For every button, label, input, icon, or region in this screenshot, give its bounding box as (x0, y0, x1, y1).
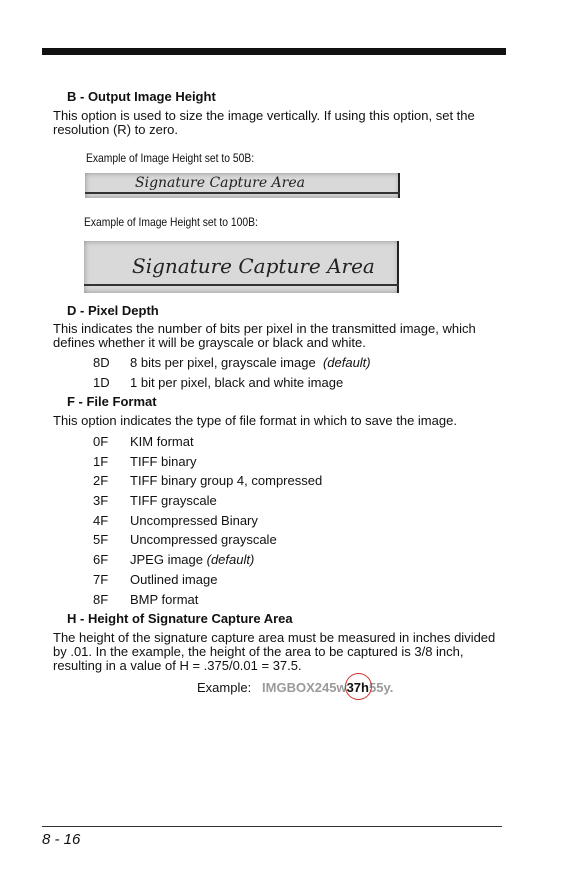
option-code: 3F (93, 493, 109, 508)
option-code: 8F (93, 592, 109, 607)
option-desc: BMP format (130, 592, 199, 607)
option-desc: 8 bits per pixel, grayscale image (130, 355, 316, 370)
heading-file-format: F - File Format (67, 394, 157, 409)
option-desc: Outlined image (130, 572, 218, 587)
heading-output-image-height: B - Output Image Height (67, 89, 216, 104)
footer-rule (42, 826, 502, 827)
caption-100b: Example of Image Height set to 100B: (84, 215, 258, 229)
option-code: 8D (93, 355, 110, 370)
caption-50b: Example of Image Height set to 50B: (86, 151, 255, 165)
option-desc: JPEG image (130, 552, 203, 567)
option-desc: Uncompressed Binary (130, 513, 258, 528)
example-prefix: IMGBOX245w (262, 680, 347, 695)
example-command (262, 680, 393, 695)
signature-text-100b: Signature Capture Area (132, 254, 375, 278)
option-desc: KIM format (130, 434, 194, 449)
example-suffix: 55y. (368, 680, 394, 695)
paragraph-pixel-depth: This indicates the number of bits per pixel in the transmitted image, which defines whether it will be grayscale or black and white. (53, 321, 476, 350)
signature-text-50b: Signature Capture Area (135, 175, 305, 191)
option-code: 4F (93, 513, 109, 528)
option-desc: TIFF binary (130, 454, 197, 469)
option-desc: TIFF grayscale (130, 493, 217, 508)
signature-image-100b (84, 241, 399, 293)
option-desc: TIFF binary group 4, compressed (130, 473, 323, 488)
option-code: 0F (93, 434, 109, 449)
option-code: 5F (93, 532, 109, 547)
option-default-note: (default) (206, 552, 255, 567)
page-number: 8 - 16 (42, 831, 81, 848)
option-code: 7F (93, 572, 109, 587)
option-desc: Uncompressed grayscale (130, 532, 277, 547)
paragraph-file-format: This option indicates the type of file format in which to save the image. (53, 413, 457, 428)
option-code: 1D (93, 375, 110, 390)
heading-signature-capture-height: H - Height of Signature Capture Area (67, 611, 293, 626)
option-default-note: (default) (322, 355, 371, 370)
highlight-circle (345, 673, 372, 700)
example-label: Example: (197, 680, 252, 695)
example-highlight: 37h (346, 680, 369, 695)
paragraph-output-image-height: This option is used to size the image vertically. If using this option, set the resolution (R) to zero. (53, 108, 475, 137)
option-code: 1F (93, 454, 109, 469)
header-rule (42, 48, 506, 55)
paragraph-signature-capture-height: The height of the signature capture area must be measured in inches divided by .01. In the example, the height of the area to be captured is 3/8 inch, resulting in a value of H = .375/0.01 = 37.5. (53, 630, 496, 673)
heading-pixel-depth: D - Pixel Depth (67, 303, 159, 318)
option-code: 2F (93, 473, 109, 488)
option-code: 6F (93, 552, 109, 567)
option-desc: 1 bit per pixel, black and white image (130, 375, 344, 390)
signature-image-50b (85, 173, 400, 198)
